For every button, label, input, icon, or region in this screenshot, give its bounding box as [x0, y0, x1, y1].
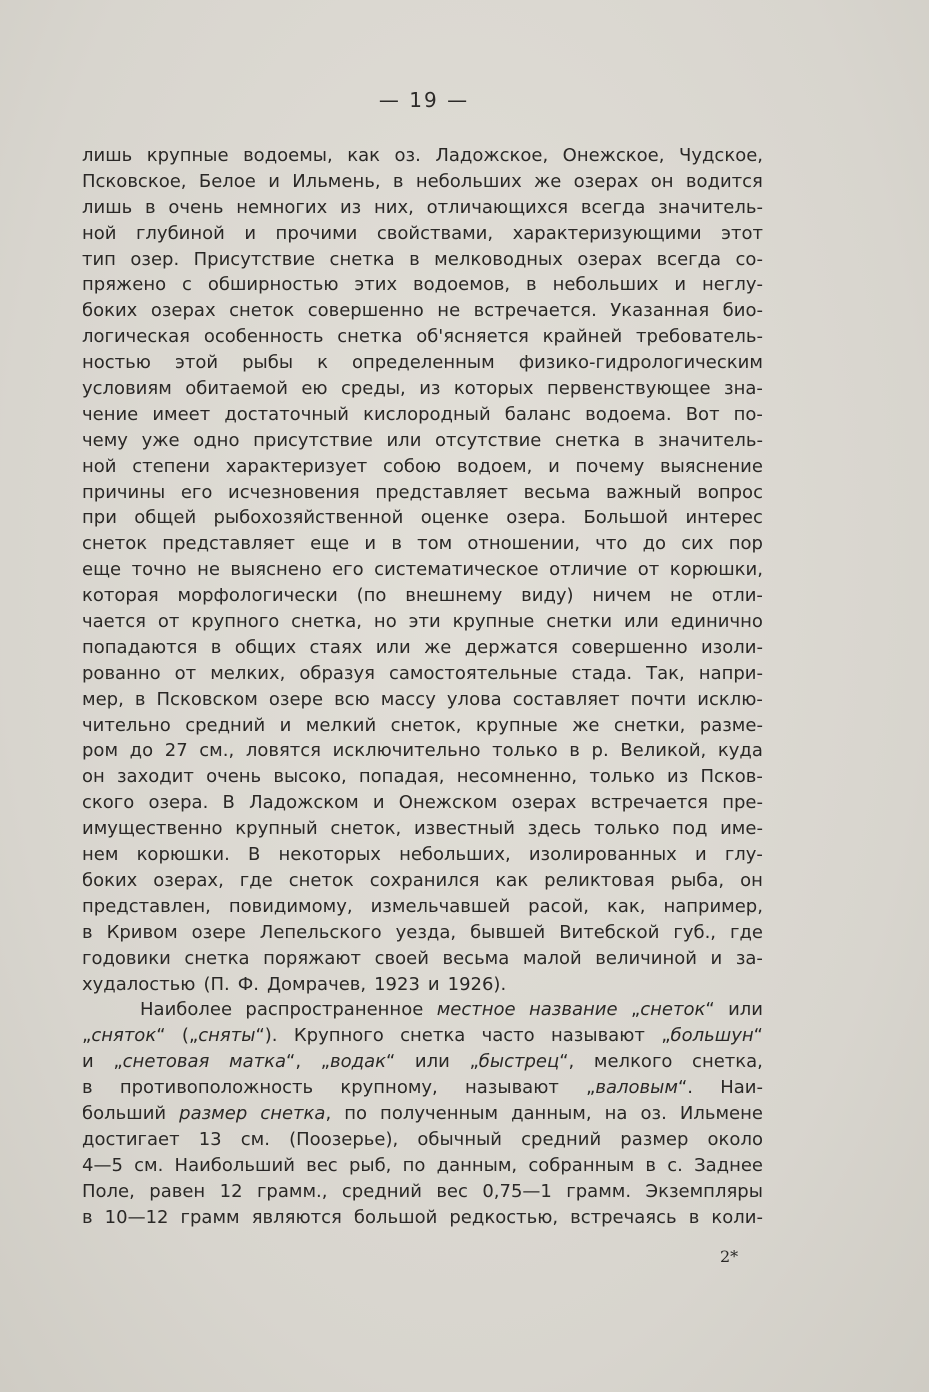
- text-line: чается от крупного снетка, но эти крупные снетки или единично: [82, 611, 763, 633]
- text-line: пряжено с обширностью этих водоемов, в небольших и неглу-: [82, 274, 763, 296]
- text-line: лишь в очень немногих из них, отличающихся всегда значитель-: [82, 196, 763, 218]
- text-line: годовики снетка поряжают своей весьма малой величиной и за-: [82, 947, 763, 969]
- text-line: ностью этой рыбы к определенным физико-гидрологическим: [82, 352, 763, 374]
- text-line: причины его исчезновения представляет весьма важный вопрос: [82, 481, 763, 503]
- body-text: [82, 143, 763, 1230]
- text-line: лишь крупные водоемы, как оз. Ладожское, Онежское, Чудское,: [82, 145, 763, 166]
- text-line: условиям обитаемой ею среды, из которых первенствующее зна-: [82, 378, 763, 400]
- text-line: тип озер. Присутствие снетка в мелководных озерах всегда со-: [82, 248, 763, 270]
- text-line: мер, в Псковском озере всю массу улова составляет почти исклю-: [82, 688, 763, 710]
- text-line: ной степени характеризует собою водоем, и почему выяснение: [82, 455, 763, 477]
- text-line: „сняток“ („сняты“). Крупного снетка часто называют „большун“: [82, 1025, 763, 1047]
- text-line: ром до 27 см., ловятся исключительно только в р. Великой, куда: [82, 740, 763, 762]
- text-line: Поле, равен 12 грамм., средний вес 0,75—1 грамм. Экземпляры: [82, 1180, 763, 1202]
- text-line: худалостью (П. Ф. Домрачев, 1923 и 1926).: [82, 973, 507, 995]
- text-line: в Кривом озере Лепельского уезда, бывшей Витебской губ., где: [82, 921, 763, 943]
- text-line: попадаются в общих стаях или же держатся совершенно изоли-: [82, 636, 763, 658]
- text-line: чительно средний и мелкий снеток, крупные же снетки, разме-: [82, 714, 763, 736]
- text-line: логическая особенность снетка об'ясняется крайней требователь-: [82, 326, 763, 348]
- text-line: чение имеет достаточный кислородный баланс водоема. Вот по-: [82, 403, 763, 425]
- text-line: нем корюшки. В некоторых небольших, изолированных и глу-: [82, 844, 763, 866]
- text-line: ского озера. В Ладожском и Онежском озерах встречается пре-: [82, 792, 763, 814]
- text-line: он заходит очень высоко, попадая, несомненно, только из Псков-: [82, 766, 763, 788]
- text-line: в 10—12 грамм являются большой редкостью, встречаясь в коли-: [82, 1206, 763, 1228]
- text-line: 4—5 см. Наибольший вес рыб, по данным, собранным в с. Заднее: [82, 1154, 763, 1176]
- text-line: имущественно крупный снеток, известный здесь только под име-: [82, 818, 763, 840]
- signature-mark: 2*: [720, 1247, 739, 1266]
- text-line: боких озерах, где снеток сохранился как реликтовая рыба, он: [82, 869, 763, 891]
- text-line: представлен, повидимому, измельчавшей расой, как, например,: [82, 895, 763, 917]
- text-line: чему уже одно присутствие или отсутствие снетка в значитель-: [82, 429, 763, 451]
- text-line: Псковское, Белое и Ильмень, в небольших же озерах он водится: [82, 170, 763, 192]
- text-line: больший размер снетка, по полученным данным, на оз. Ильмене: [82, 1102, 763, 1124]
- text-line: которая морфологически (по внешнему виду) ничем не отли-: [82, 585, 763, 607]
- text-line: Наиболее распространенное местное название „снеток“ или: [140, 999, 763, 1021]
- text-line: боких озерах снеток совершенно не встречается. Указанная био-: [82, 300, 763, 322]
- text-line: рованно от мелких, образуя самостоятельные стада. Так, напри-: [82, 662, 763, 684]
- text-line: снеток представляет еще и в том отношении, что до сих пор: [82, 533, 763, 555]
- text-line: в противоположность крупному, называют „валовым“. Наи-: [82, 1077, 763, 1099]
- text-line: ной глубиной и прочими свойствами, характеризующими этот: [82, 222, 763, 244]
- text-line: и „снетовая матка“, „водак“ или „быстрец“, мелкого снетка,: [82, 1051, 763, 1073]
- page-number: — 19 —: [378, 88, 470, 112]
- text-line: при общей рыбохозяйственной оценке озера. Большой интерес: [82, 507, 763, 529]
- text-line: еще точно не выяснено его систематическое отличие от корюшки,: [82, 559, 763, 581]
- text-line: достигает 13 см. (Поозерье), обычный средний размер около: [82, 1128, 763, 1150]
